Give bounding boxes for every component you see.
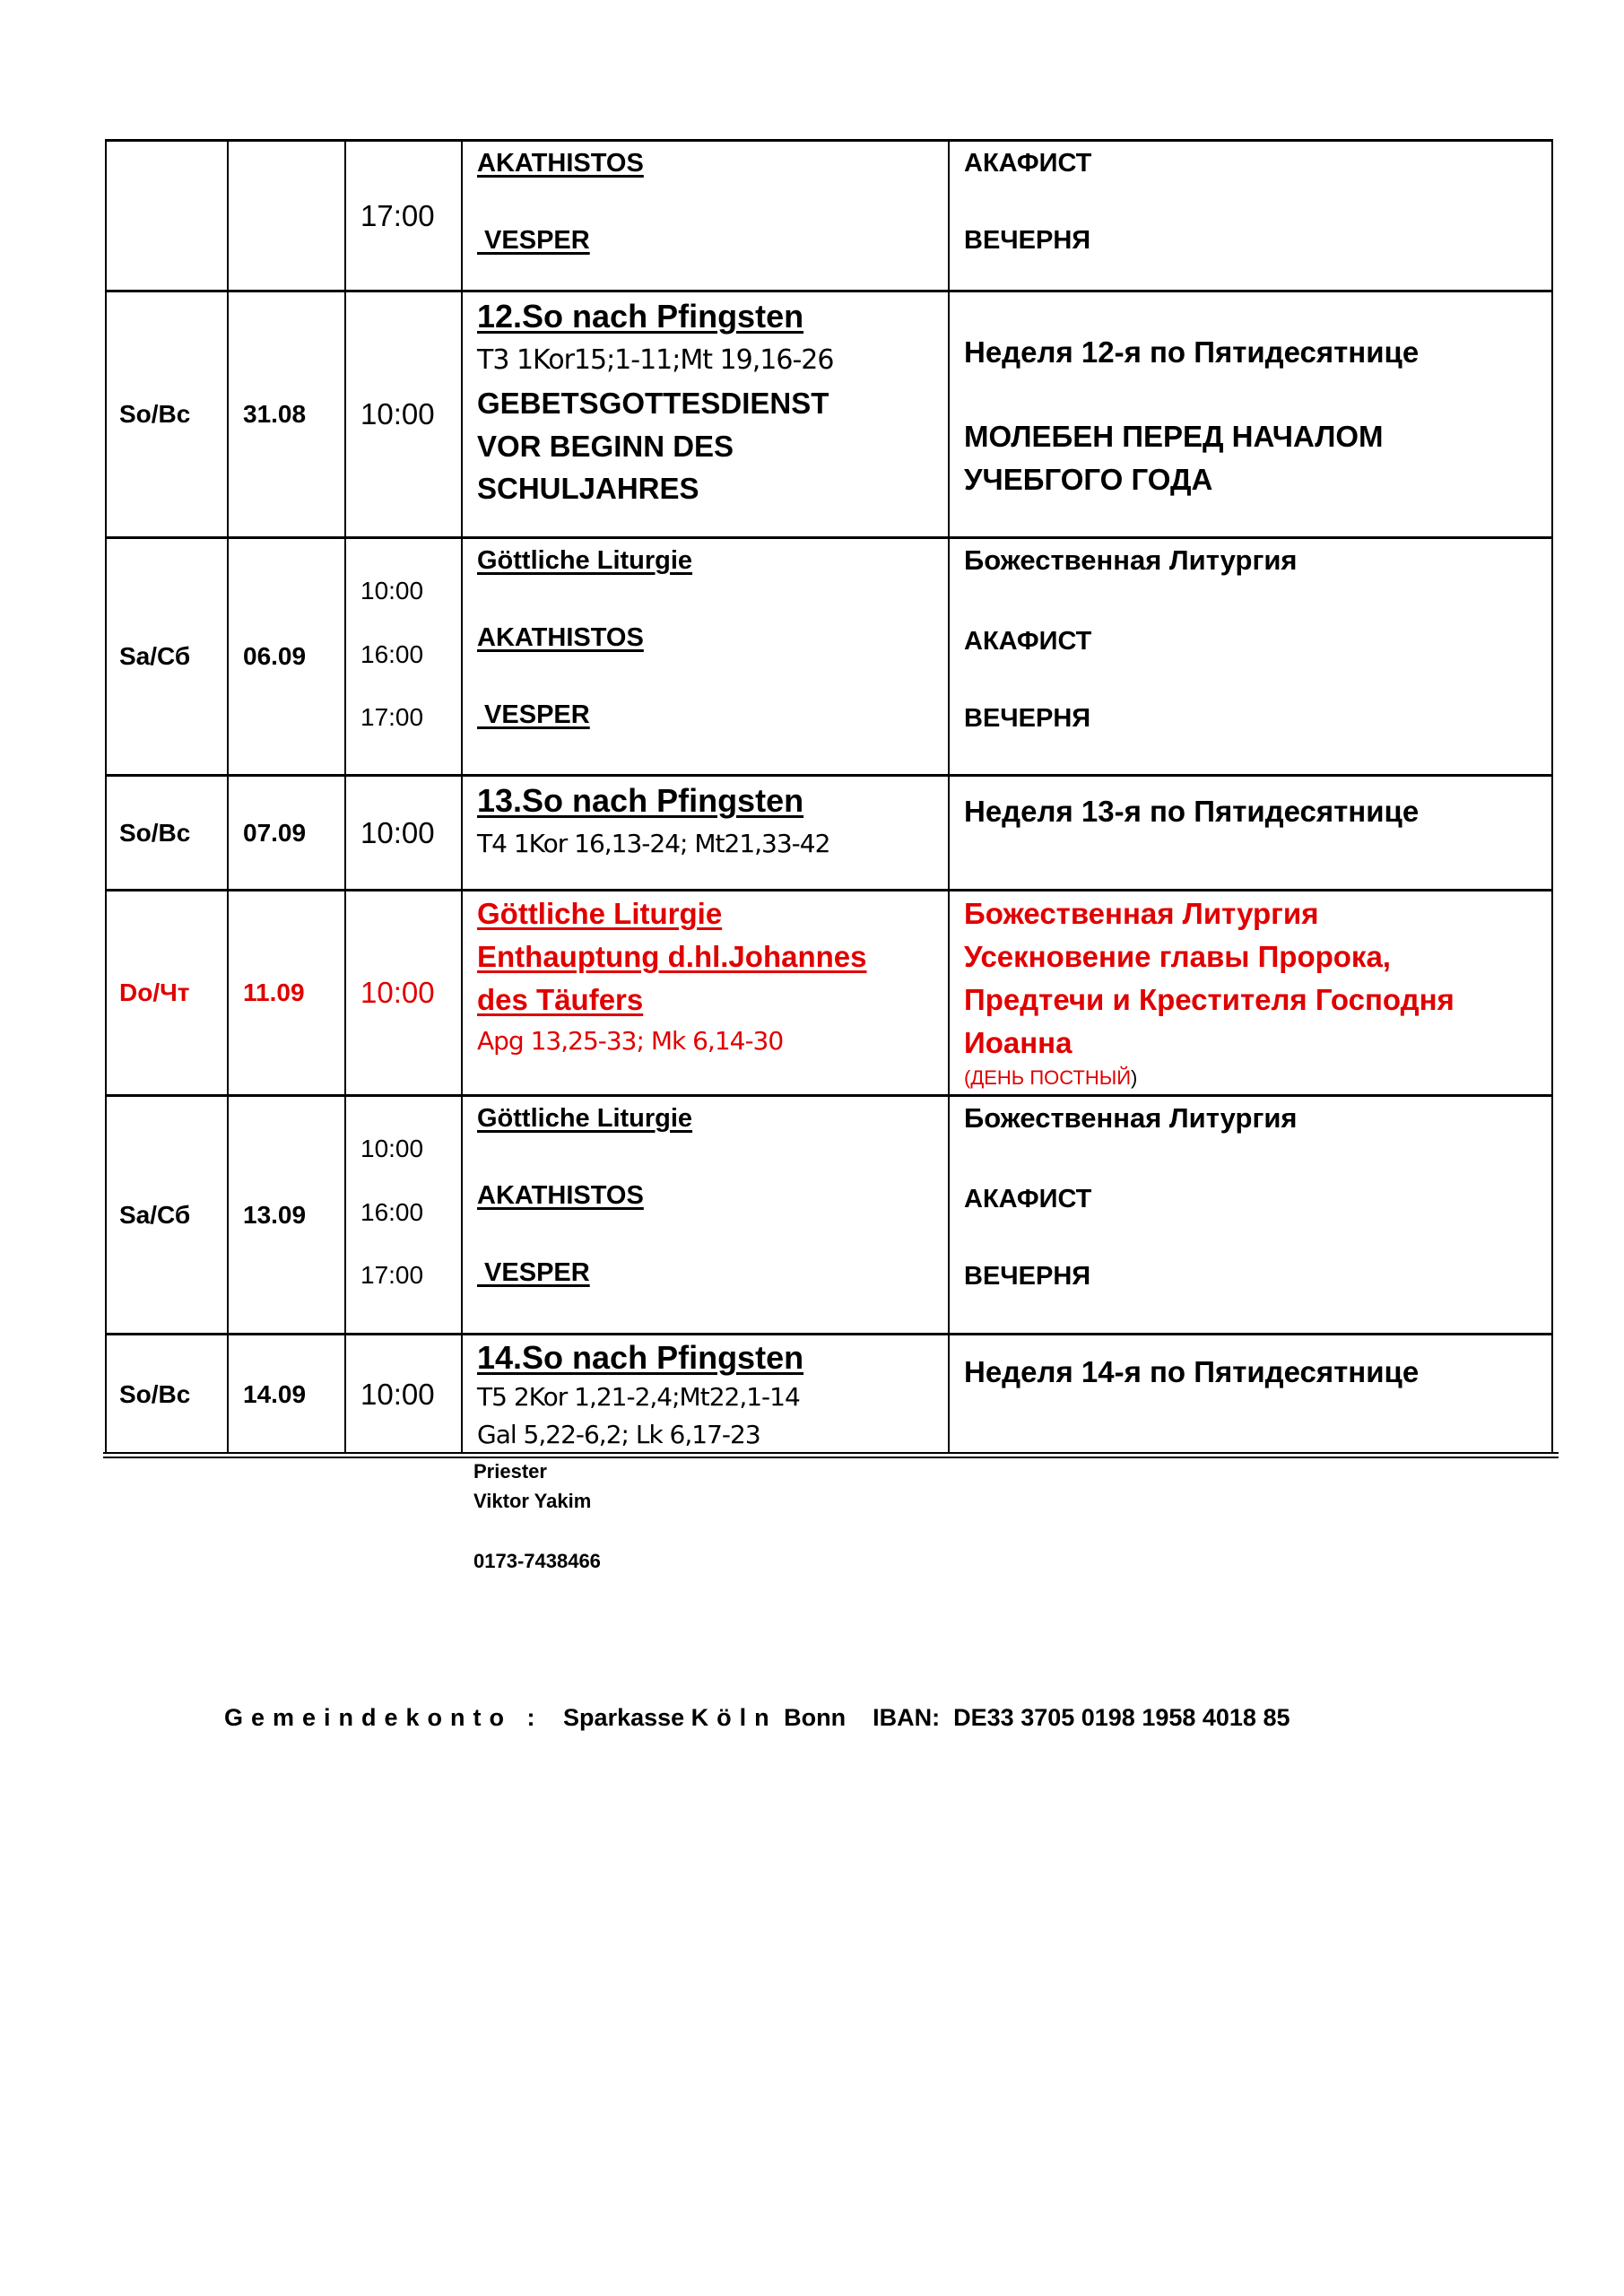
time-cell — [344, 777, 461, 889]
german-service-cell — [461, 891, 948, 1094]
table-row — [105, 1333, 1553, 1454]
service-line-ru: Усекновение главы Пророка, — [964, 940, 1391, 973]
day-cell — [105, 777, 227, 889]
service-title-ru: Неделя 12-я по Пятидесятнице — [964, 335, 1420, 369]
table-row — [105, 536, 1553, 774]
weekday: So/Вс — [119, 818, 191, 847]
russian-service-cell — [948, 777, 1553, 889]
service-ru: Божественная Литургия — [964, 1102, 1298, 1134]
time: 10:00 — [360, 1378, 435, 1411]
time: 10:00 — [360, 577, 424, 604]
service-de: AKATHISTOS — [477, 149, 644, 178]
service-de: Göttliche Liturgie — [477, 546, 693, 575]
service-line-de: des Täufers — [477, 983, 644, 1016]
service-title-ru: Неделя 14-я по Пятидесятнице — [964, 1355, 1420, 1388]
date: 14.09 — [243, 1380, 307, 1408]
german-service-cell — [461, 292, 948, 536]
russian-service-cell — [948, 142, 1553, 290]
time: 17:00 — [360, 1261, 424, 1289]
time-cell — [344, 1097, 461, 1333]
german-service-cell — [461, 539, 948, 774]
time: 16:00 — [360, 1198, 424, 1226]
service-line-ru: Божественная Литургия — [964, 897, 1319, 930]
day-cell — [105, 891, 227, 1094]
time-cell — [344, 891, 461, 1094]
weekday: So/Вс — [119, 400, 191, 428]
scripture-reference: T5 2Kor 1,21-2,4;Mt22,1-14 — [477, 1382, 800, 1412]
service-ru: АКАФИСТ — [964, 627, 1092, 656]
date: 07.09 — [243, 818, 307, 847]
service-ru: АКАФИСТ — [964, 149, 1092, 178]
weekday: Sa/Сб — [119, 1200, 191, 1229]
russian-service-cell — [948, 292, 1553, 536]
russian-service-cell — [948, 891, 1553, 1094]
service-line-ru: Иоанна — [964, 1026, 1073, 1059]
service-ru: ВЕЧЕРНЯ — [964, 704, 1091, 733]
service-line-de: SCHULJAHRES — [477, 472, 699, 505]
service-ru: ВЕЧЕРНЯ — [964, 226, 1091, 255]
russian-service-cell — [948, 1097, 1553, 1333]
time: 17:00 — [360, 198, 435, 232]
service-ru: Божественная Литургия — [964, 544, 1298, 576]
date: 13.09 — [243, 1200, 307, 1229]
weekday: So/Вс — [119, 1380, 191, 1408]
date: 31.08 — [243, 400, 307, 428]
service-de: Göttliche Liturgie — [477, 1104, 693, 1133]
fasting-note-text: (ДЕНЬ ПОСТНЫЙ — [964, 1066, 1132, 1089]
service-line-ru: Предтечи и Крестителя Господня — [964, 983, 1455, 1016]
iban: IBAN: DE33 3705 0198 1958 4018 85 — [873, 1704, 1290, 1731]
table-bottom-border — [103, 1457, 1559, 1458]
time: 10:00 — [360, 976, 435, 1009]
account-line — [224, 1704, 1290, 1732]
weekday: Do/Чт — [119, 978, 190, 1006]
fasting-note-close: ) — [1131, 1066, 1138, 1089]
service-line-de: VOR BEGINN DES — [477, 430, 734, 463]
day-cell — [105, 1097, 227, 1333]
table-row-feast — [105, 889, 1553, 1094]
signature-role: Priester — [473, 1460, 547, 1483]
service-title-de: 13.So nach Pfingsten — [477, 782, 804, 819]
day-cell — [105, 1335, 227, 1454]
table-bottom-border — [103, 1452, 1559, 1454]
time: 17:00 — [360, 703, 424, 731]
table-row — [105, 290, 1553, 536]
service-line-ru: УЧЕБГОГО ГОДА — [964, 463, 1213, 496]
russian-service-cell — [948, 539, 1553, 774]
date-cell — [227, 777, 344, 889]
date-cell — [227, 142, 344, 290]
german-service-cell — [461, 1097, 948, 1333]
german-service-cell — [461, 1335, 948, 1454]
date: 11.09 — [243, 978, 305, 1006]
bank-suffix: Bonn — [777, 1704, 847, 1731]
service-line-de: GEBETSGOTTESDIENST — [477, 387, 829, 420]
date-cell — [227, 1097, 344, 1333]
time: 10:00 — [360, 397, 435, 430]
time: 16:00 — [360, 640, 424, 668]
service-ru: ВЕЧЕРНЯ — [964, 1262, 1091, 1291]
service-de: VESPER — [477, 700, 590, 729]
service-title-de: 12.So nach Pfingsten — [477, 298, 804, 335]
account-label: Gemeindekonto : — [224, 1704, 543, 1731]
table-row — [105, 139, 1553, 290]
time-cell — [344, 1335, 461, 1454]
date-cell — [227, 292, 344, 536]
time: 10:00 — [360, 815, 435, 849]
service-de: AKATHISTOS — [477, 1181, 644, 1210]
date-cell — [227, 1335, 344, 1454]
time: 10:00 — [360, 1135, 424, 1162]
scripture-reference: T3 1Kor15;1-11;Mt 19,16-26 — [477, 344, 834, 376]
service-de: VESPER — [477, 226, 590, 255]
date: 06.09 — [243, 642, 307, 670]
day-cell — [105, 539, 227, 774]
german-service-cell — [461, 777, 948, 889]
weekday: Sa/Сб — [119, 642, 191, 670]
service-title-ru: Неделя 13-я по Пятидесятнице — [964, 795, 1420, 828]
service-line-de: Enthauptung d.hl.Johannes — [477, 940, 867, 973]
table-row — [105, 774, 1553, 889]
date-cell — [227, 539, 344, 774]
fasting-note — [964, 1066, 1137, 1090]
service-line-ru: МОЛЕБЕН ПЕРЕД НАЧАЛОМ — [964, 420, 1384, 453]
service-de: AKATHISTOS — [477, 623, 644, 652]
russian-service-cell — [948, 1335, 1553, 1454]
time-cell — [344, 142, 461, 290]
time-cell — [344, 539, 461, 774]
table-row — [105, 1094, 1553, 1333]
service-title-de: 14.So nach Pfingsten — [477, 1339, 804, 1376]
day-cell — [105, 142, 227, 290]
scripture-reference: T4 1Kor 16,13-24; Mt21,33-42 — [477, 829, 830, 858]
service-ru: АКАФИСТ — [964, 1185, 1092, 1213]
service-de: VESPER — [477, 1258, 590, 1287]
bank-prefix: Sparkasse — [563, 1704, 691, 1731]
signature-phone: 0173-7438466 — [473, 1550, 601, 1572]
bank-city: Köln — [690, 1704, 777, 1731]
time-cell — [344, 292, 461, 536]
scripture-reference: Gal 5,22-6,2; Lk 6,17-23 — [477, 1420, 760, 1449]
date-cell — [227, 891, 344, 1094]
german-service-cell — [461, 142, 948, 290]
day-cell — [105, 292, 227, 536]
signature-name: Viktor Yakim — [473, 1490, 592, 1512]
scripture-reference: Apg 13,25-33; Mk 6,14-30 — [477, 1026, 784, 1056]
service-line-de: Göttliche Liturgie — [477, 897, 723, 930]
